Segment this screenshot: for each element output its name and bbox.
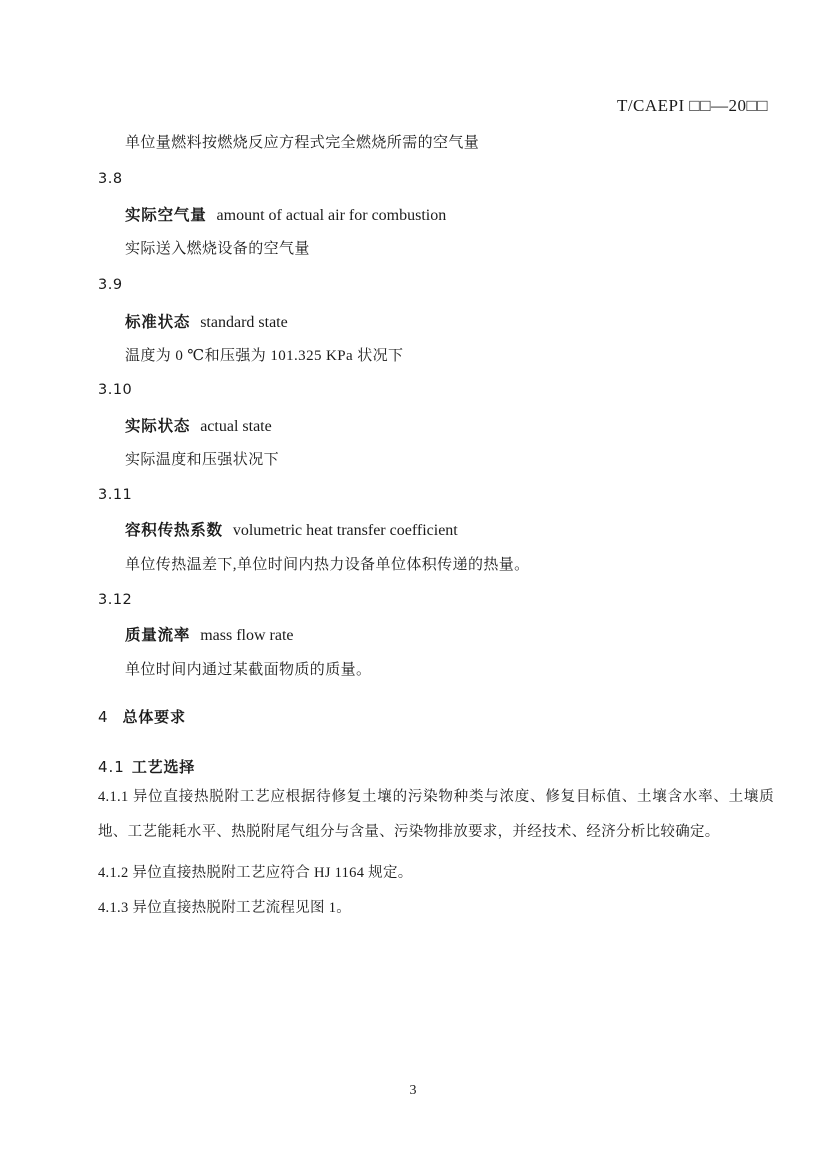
term-name-zh: 标准状态 xyxy=(125,313,191,331)
clause-paragraph: 4.1.2 异位直接热脱附工艺应符合 HJ 1164 规定。 xyxy=(98,865,413,881)
clause-paragraph: 4.1.1 异位直接热脱附工艺应根据待修复土壤的污染物种类与浓度、修复目标值、土壤含水率、土壤质地、工艺能耗水平、热脱附尾气组分与含量、污染物排放要求，并经技术、经济分析比较确定。 xyxy=(98,789,774,840)
chapter-heading xyxy=(98,706,186,727)
term-name-en: volumetric heat transfer coefficient xyxy=(232,522,458,539)
term-name-en: mass flow rate xyxy=(200,627,294,644)
chapter-number: 4 xyxy=(98,708,109,726)
standard-code: T/CAEPI □□—20□□ xyxy=(616,96,768,115)
term-definition: 实际温度和压强状况下 xyxy=(125,452,280,468)
term-name xyxy=(125,203,446,225)
section-title: 工艺选择 xyxy=(131,758,196,776)
page-number: 3 xyxy=(409,1083,417,1098)
term-name xyxy=(125,310,288,332)
term-definition: 单位传热温差下,单位时间内热力设备单位体积传递的热量。 xyxy=(125,557,530,573)
term-name-en: amount of actual air for combustion xyxy=(216,207,447,224)
term-name xyxy=(125,518,458,540)
term-name xyxy=(125,623,294,645)
term-number: 3.12 xyxy=(98,592,133,608)
term-number: 3.8 xyxy=(98,171,123,187)
term-name-en: standard state xyxy=(200,314,288,331)
clause-paragraph: 4.1.3 异位直接热脱附工艺流程见图 1。 xyxy=(98,900,352,916)
term-definition: 单位时间内通过某截面物质的质量。 xyxy=(125,662,372,678)
term-name-zh: 实际空气量 xyxy=(125,206,207,224)
term-definition: 实际送入燃烧设备的空气量 xyxy=(125,241,310,257)
term-name-zh: 质量流率 xyxy=(125,626,191,644)
term-number: 3.9 xyxy=(98,277,123,293)
term-name-zh: 容积传热系数 xyxy=(125,521,223,539)
section-number: 4.1 xyxy=(98,758,125,776)
term-number: 3.11 xyxy=(98,487,133,503)
term-name-en: actual state xyxy=(200,418,272,435)
term-name xyxy=(125,414,272,436)
section-heading xyxy=(98,756,195,777)
term-name-zh: 实际状态 xyxy=(125,417,191,435)
intro-definition-text: 单位量燃料按燃烧反应方程式完全燃烧所需的空气量 xyxy=(125,135,480,151)
term-definition: 温度为 0 ℃和压强为 101.325 KPa 状况下 xyxy=(125,348,404,364)
term-number: 3.10 xyxy=(98,382,133,398)
chapter-title: 总体要求 xyxy=(122,708,186,726)
